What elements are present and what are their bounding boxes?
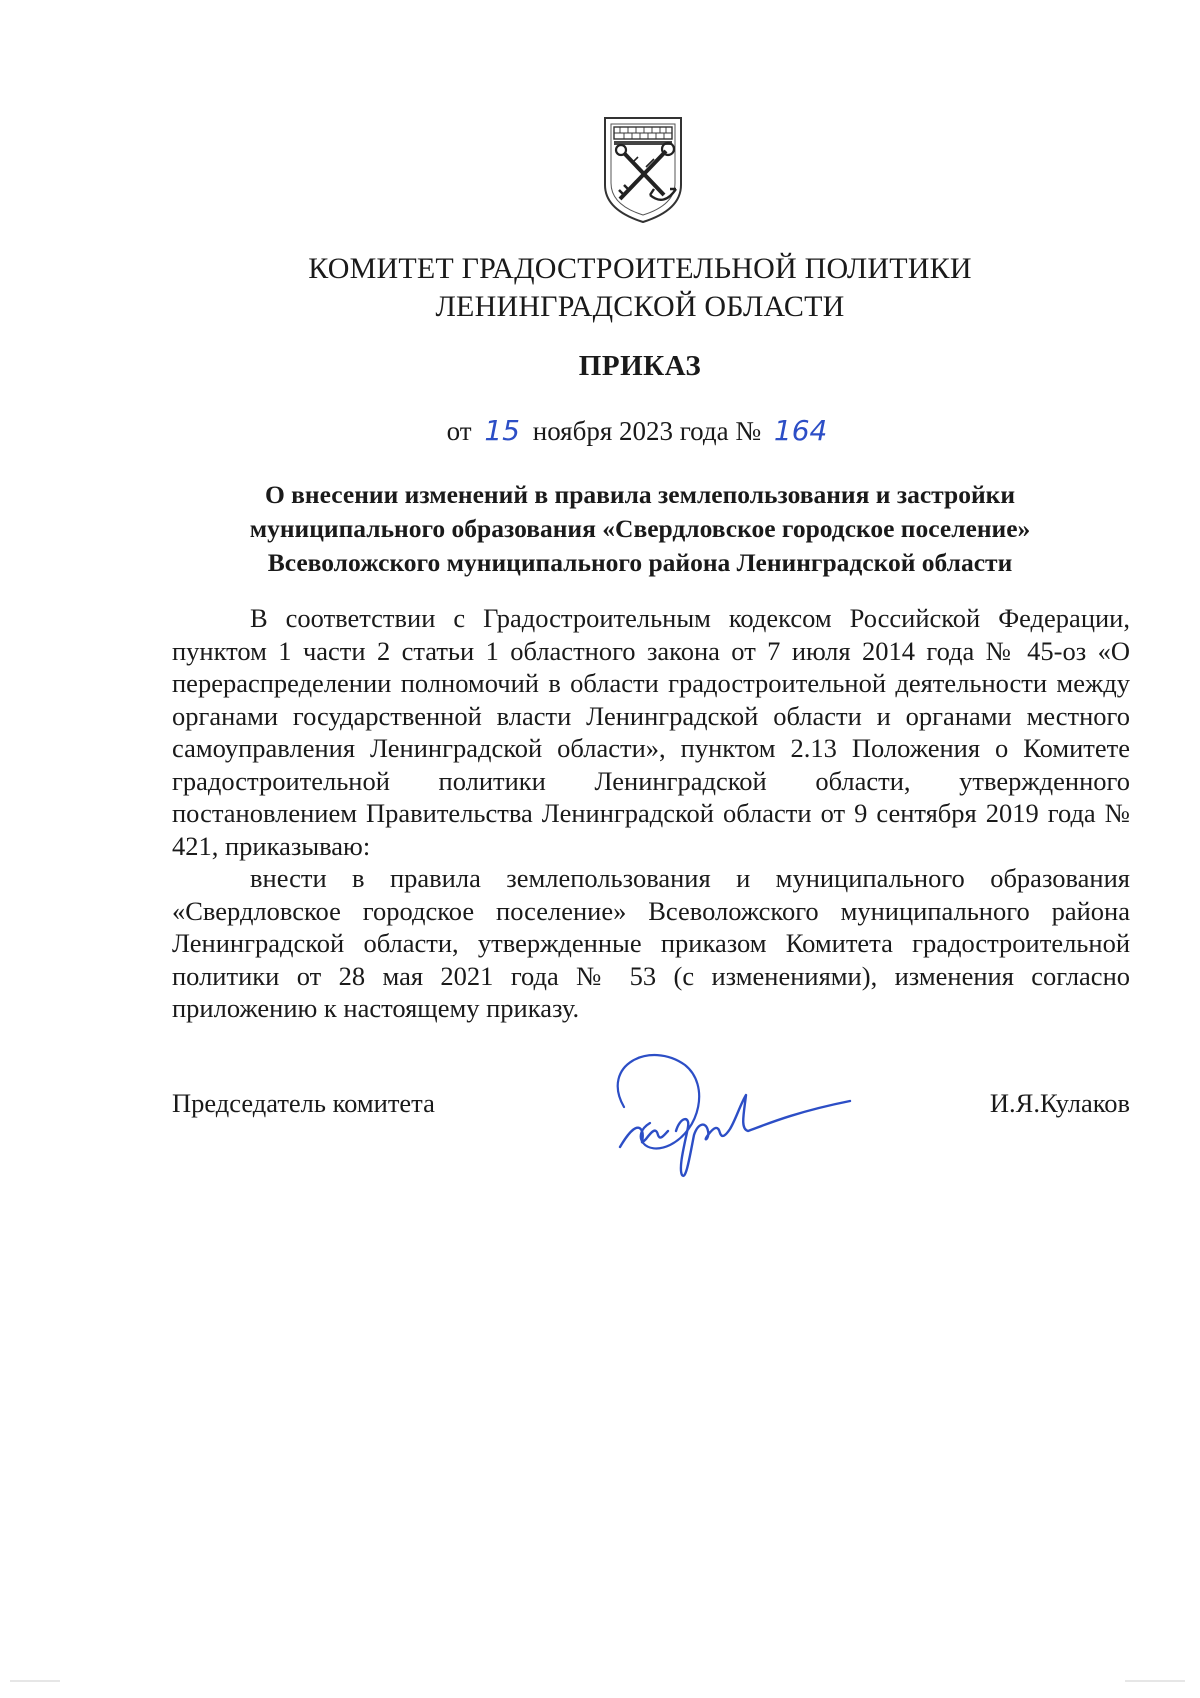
body-paragraph-order: внести в правила землепользования и муниципального образования «Свердловское городское поселение» Всеволожского муниципального района Ленинградской области, утвержденные приказом Комитета градостроительной политики от 28 мая 2021 года № 53 (с изменениями), изменения согласно приложению к настоящему приказу. [172, 863, 1130, 1023]
document-date-line [200, 413, 1080, 449]
handwritten-day: 15 [484, 414, 520, 447]
signatory-position: Председатель комитета [172, 1088, 435, 1118]
handwritten-signature [590, 1035, 890, 1185]
handwritten-document-number: 164 [773, 414, 828, 447]
document-type-title: ПРИКАЗ [578, 350, 702, 382]
document-body [172, 602, 1130, 1025]
subject-line-1: О внесении изменений в правила землепользования и застройки [264, 480, 1016, 509]
organization-name-line-1: КОМИТЕТ ГРАДОСТРОИТЕЛЬНОЙ ПОЛИТИКИ [308, 252, 972, 285]
organization-name-line-2: ЛЕНИНГРАДСКОЙ ОБЛАСТИ [435, 290, 845, 323]
organization-name [200, 250, 1080, 326]
document-subject [190, 478, 1090, 580]
scan-edge-mark-right [1125, 1680, 1185, 1682]
subject-line-3: Всеволожского муниципального района Ленинградской области [267, 548, 1013, 577]
date-month-year: ноября 2023 года № [532, 416, 762, 446]
signatory-name: И.Я.Кулаков [989, 1088, 1130, 1118]
subject-line-2: муниципального образования «Свердловское городское поселение» [249, 514, 1031, 543]
scan-edge-mark-left [10, 1680, 60, 1682]
date-prefix: от [446, 416, 472, 446]
body-paragraph-legal-basis: В соответствии с Градостроительным кодексом Российской Федерации, пунктом 1 части 2 статьи 1 областного закона от 7 июля 2014 года № 45-оз «О перераспределении полномочий в области градостроительной деятельности между органами государственной власти Ленинградской области и органами местного самоуправления Ленинградской области», пунктом 2.13 Положения о Комитете градостроительной политики Ленинградской области, утвержденного постановлением Правительства Ленинградской области от 9 сентября 2019 года № 421, приказываю: [172, 603, 1130, 861]
coat-of-arms-emblem [602, 115, 684, 225]
